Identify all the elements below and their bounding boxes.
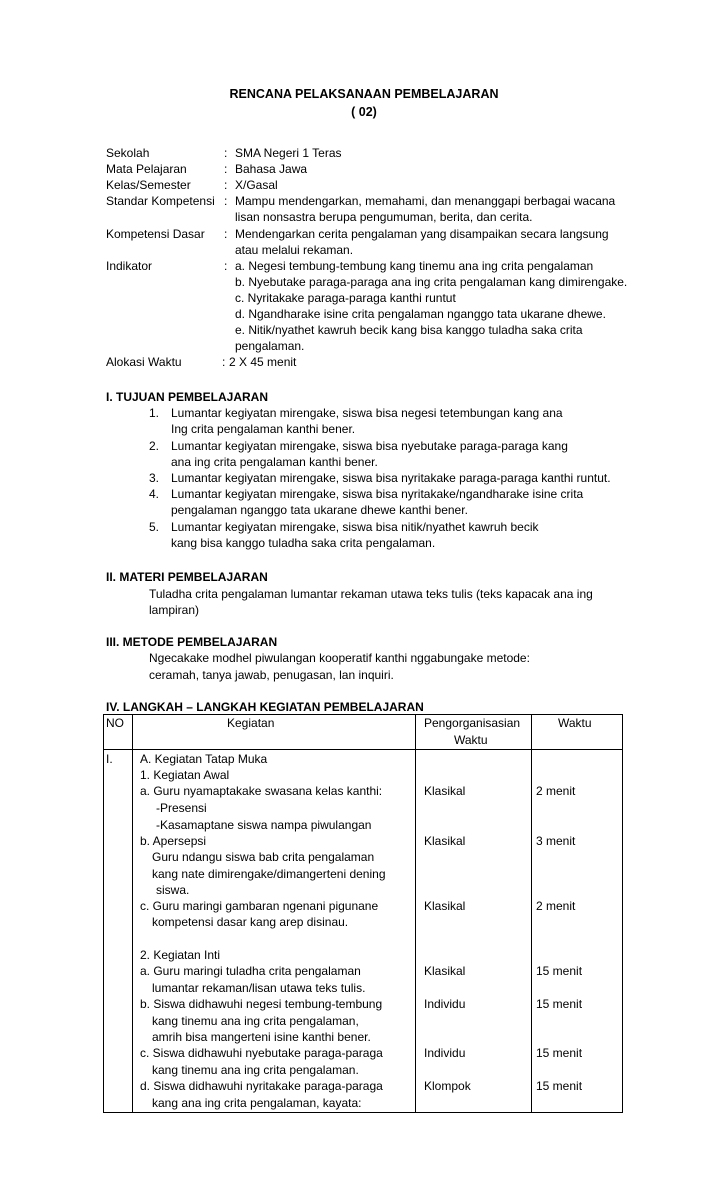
tujuan-item-text: Lumantar kegiyatan mirengake, siswa bisa nyritakake paraga-paraga kanthi runtut.: [171, 471, 611, 485]
kegiatan-line: Guru ndangu siswa bab crita pengalaman: [152, 850, 375, 864]
pengorganisasian-value: Klasikal: [424, 834, 466, 848]
page-title: RENCANA PELAKSANAAN PEMBELAJARAN: [229, 87, 499, 101]
section-tujuan-heading: I. TUJUAN PEMBELAJARAN: [106, 390, 269, 404]
kegiatan-line: A. Kegiatan Tatap Muka: [140, 752, 268, 766]
identity-label: Kelas/Semester: [106, 178, 191, 192]
header-kegiatan: Kegiatan: [227, 716, 275, 730]
kegiatan-line: 1. Kegiatan Awal: [140, 768, 230, 782]
header-no: NO: [106, 716, 124, 730]
identity-colon: :: [224, 146, 228, 160]
kegiatan-line: kang tinemu ana ing crita pengalaman.: [152, 1063, 359, 1077]
pengorganisasian-value: Individu: [424, 1046, 466, 1060]
metode-line: ceramah, tanya jawab, penugasan, lan inquiri.: [149, 668, 394, 682]
pengorganisasian-value: Klasikal: [424, 784, 466, 798]
kegiatan-line: -Presensi: [156, 801, 207, 815]
page-subtitle: ( 02): [351, 105, 377, 119]
identity-label: Indikator: [106, 259, 153, 273]
tujuan-item-number: 1.: [149, 406, 160, 420]
identity-label: Standar Kompetensi: [106, 194, 215, 208]
kegiatan-line: amrih bisa mangerteni isine kanthi bener.: [152, 1030, 371, 1044]
tujuan-item-number: 5.: [149, 520, 160, 534]
kegiatan-line: c. Guru maringi gambaran ngenani pigunane: [140, 899, 379, 913]
kegiatan-line: kang ana ing crita pengalaman, kayata:: [152, 1096, 362, 1110]
identity-label: Alokasi Waktu: [106, 355, 182, 369]
table-row: [104, 750, 623, 1113]
kegiatan-line: a. Guru nyamaptakake swasana kelas kanthi:: [140, 784, 383, 798]
kegiatan-line: a. Guru maringi tuladha crita pengalaman: [140, 964, 361, 978]
identity-colon: :: [222, 355, 226, 369]
identity-colon: :: [224, 194, 228, 208]
tujuan-item-text: Lumantar kegiyatan mirengake, siswa bisa nyritakake/ngandharake isine crita: [171, 487, 584, 501]
tujuan-item-text: Lumantar kegiyatan mirengake, siswa bisa nitik/nyathet kawruh becik: [171, 520, 539, 534]
kegiatan-line: b. Apersepsi: [140, 834, 207, 848]
row-number: I.: [106, 752, 113, 766]
waktu-value: 15 menit: [536, 1079, 583, 1093]
kegiatan-line: siswa.: [156, 883, 190, 897]
identity-value: SMA Negeri 1 Teras: [235, 146, 342, 160]
waktu-value: 3 menit: [536, 834, 576, 848]
identity-value: c. Nyritakake paraga-paraga kanthi runtut: [235, 291, 456, 305]
kegiatan-line: lumantar rekaman/lisan utawa teks tulis.: [152, 981, 366, 995]
identity-colon: :: [224, 259, 228, 273]
pengorganisasian-value: Klasikal: [424, 899, 466, 913]
section-metode-heading: III. METODE PEMBELAJARAN: [106, 635, 278, 649]
identity-value: b. Nyebutake paraga-paraga ana ing crita pengalaman kang dimirengake.: [235, 275, 628, 289]
tujuan-item-number: 3.: [149, 471, 160, 485]
table-header-row: [104, 715, 623, 750]
tujuan-item-text: ana ing crita pengalaman kanthi bener.: [171, 455, 378, 469]
pengorganisasian-value: Individu: [424, 997, 466, 1011]
tujuan-item-text: kang bisa kanggo tuladha saka crita pengalaman.: [171, 536, 436, 550]
waktu-value: 15 menit: [536, 964, 583, 978]
activity-table: [103, 714, 623, 1113]
identity-value: Mampu mendengarkan, memahami, dan menanggapi berbagai wacana: [235, 194, 616, 208]
identity-value: 2 X 45 menit: [229, 355, 297, 369]
identity-label: Mata Pelajaran: [106, 162, 187, 176]
materi-line: Tuladha crita pengalaman lumantar rekaman utawa teks tulis (teks kapacak ana ing: [149, 587, 593, 601]
identity-value: lisan nonsastra berupa pengumuman, berita, dan cerita.: [235, 210, 533, 224]
identity-colon: :: [224, 178, 228, 192]
kegiatan-line: c. Siswa didhawuhi nyebutake paraga-paraga: [140, 1046, 383, 1060]
section-langkah-heading: IV. LANGKAH – LANGKAH KEGIATAN PEMBELAJARAN: [106, 700, 424, 714]
pengorganisasian-value: Klasikal: [424, 964, 466, 978]
metode-line: Ngecakake modhel piwulangan kooperatif kanthi nggabungake metode:: [149, 651, 530, 665]
materi-line: lampiran): [149, 603, 200, 617]
identity-colon: :: [224, 162, 228, 176]
tujuan-item-text: Lumantar kegiyatan mirengake, siswa bisa nyebutake paraga-paraga kang: [171, 439, 568, 453]
waktu-value: 2 menit: [536, 784, 576, 798]
identity-label: Sekolah: [106, 146, 150, 160]
waktu-value: 15 menit: [536, 997, 583, 1011]
identity-value: atau melalui rekaman.: [235, 243, 354, 257]
identity-value: Bahasa Jawa: [235, 162, 308, 176]
identity-value: a. Negesi tembung-tembung kang tinemu ana ing crita pengalaman: [235, 259, 594, 273]
identity-value: pengalaman.: [235, 339, 305, 353]
identity-value: e. Nitik/nyathet kawruh becik kang bisa kanggo tuladha saka crita: [235, 323, 583, 337]
kegiatan-line: kang tinemu ana ing crita pengalaman,: [152, 1014, 359, 1028]
header-pengorganisasian: Pengorganisasian: [424, 716, 521, 730]
kegiatan-line: d. Siswa didhawuhi nyritakake paraga-paraga: [140, 1079, 383, 1093]
waktu-value: 15 menit: [536, 1046, 583, 1060]
pengorganisasian-value: Klompok: [424, 1079, 471, 1093]
tujuan-item-number: 2.: [149, 439, 160, 453]
header-pengorganisasian-waktu: Waktu: [454, 733, 488, 747]
kegiatan-line: kompetensi dasar kang arep disinau.: [152, 915, 349, 929]
tujuan-item-number: 4.: [149, 487, 160, 501]
section-materi-heading: II. MATERI PEMBELAJARAN: [106, 570, 268, 584]
kegiatan-line: -Kasamaptane siswa nampa piwulangan: [156, 818, 372, 832]
identity-value: d. Ngandharake isine crita pengalaman nganggo tata ukarane dhewe.: [235, 307, 606, 321]
tujuan-item-text: pengalaman nganggo tata ukarane dhewe kanthi bener.: [171, 503, 468, 517]
identity-value: X/Gasal: [235, 178, 278, 192]
kegiatan-line: 2. Kegiatan Inti: [140, 948, 221, 962]
identity-label: Kompetensi Dasar: [106, 227, 205, 241]
identity-colon: :: [224, 227, 228, 241]
identity-value: Mendengarkan cerita pengalaman yang disampaikan secara langsung: [235, 227, 609, 241]
header-waktu: Waktu: [558, 716, 592, 730]
tujuan-item-text: Lumantar kegiyatan mirengake, siswa bisa negesi tetembungan kang ana: [171, 406, 563, 420]
kegiatan-line: kang nate dimirengake/dimangerteni dening: [152, 867, 386, 881]
tujuan-item-text: Ing crita pengalaman kanthi bener.: [171, 422, 356, 436]
kegiatan-line: b. Siswa didhawuhi negesi tembung-tembung: [140, 997, 383, 1011]
waktu-value: 2 menit: [536, 899, 576, 913]
